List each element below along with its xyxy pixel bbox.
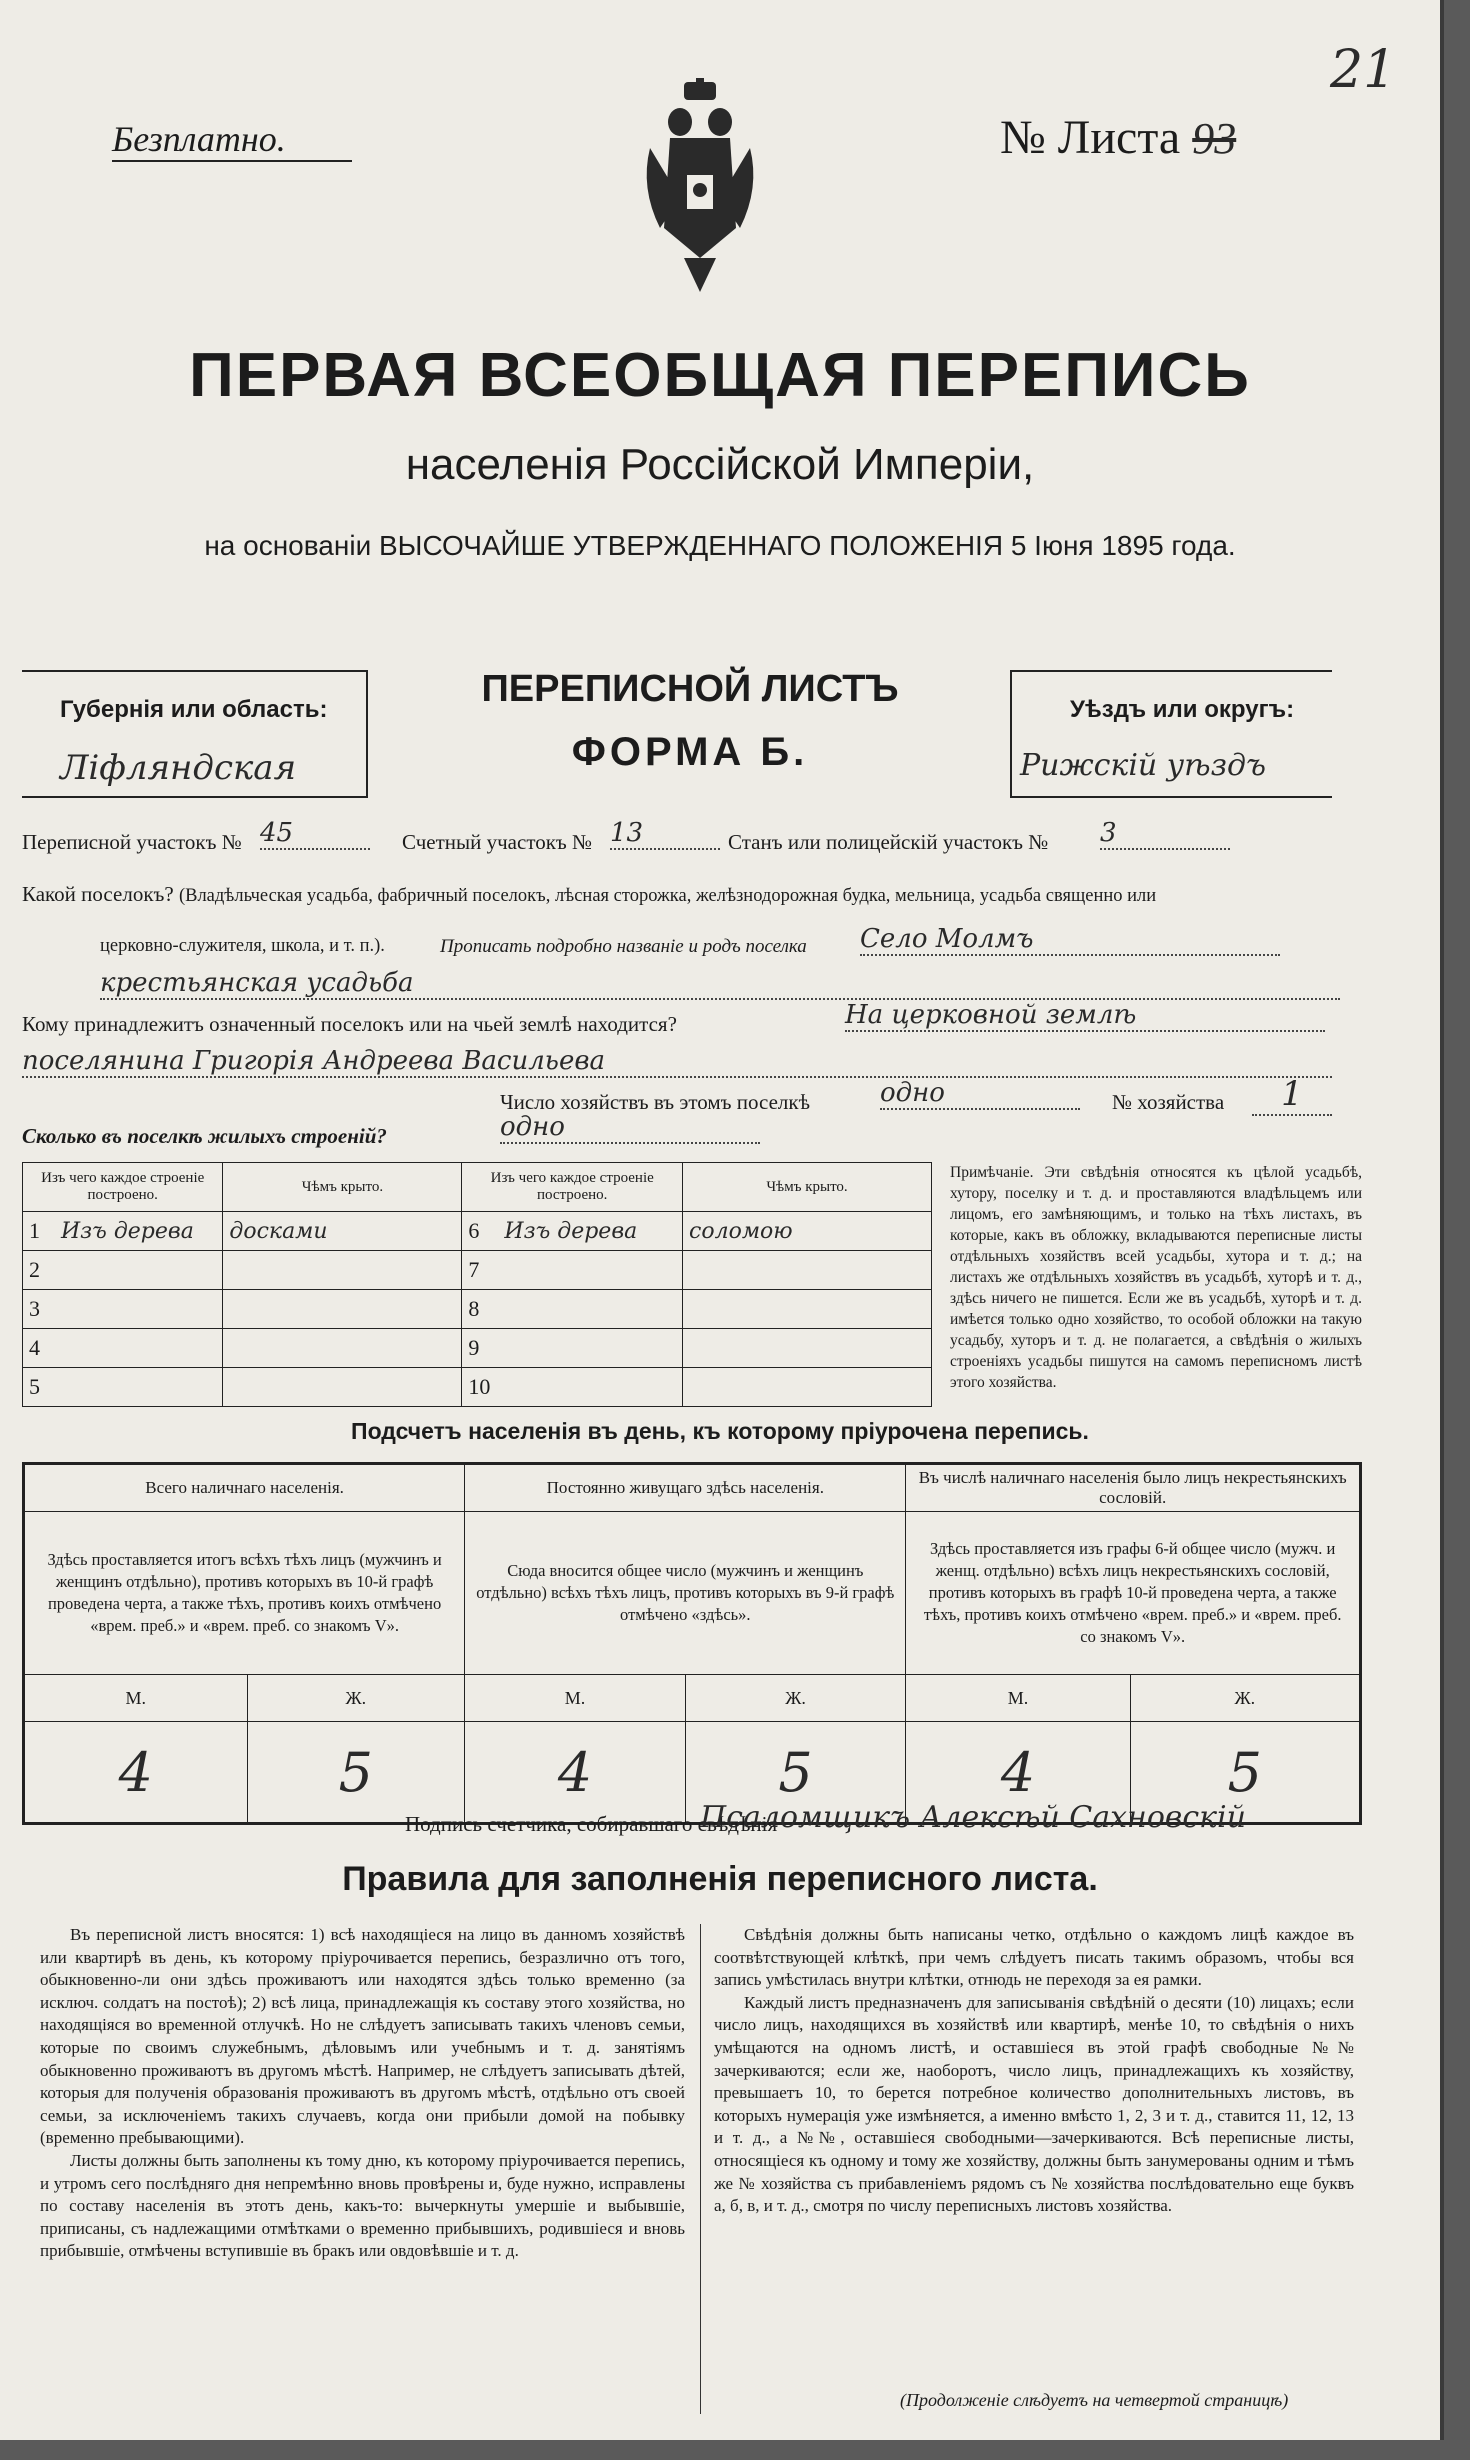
guberniya-value[interactable]: Ліфляндская [60, 748, 297, 788]
rules-left-column [40, 1924, 685, 2263]
population-table [22, 1462, 1362, 1825]
female-label: Ж. [685, 1675, 906, 1722]
census-title: ПЕРВАЯ ВСЕОБЩАЯ ПЕРЕПИСЬ [189, 341, 1251, 410]
row-number: 9 [462, 1329, 499, 1368]
table-row [23, 1290, 932, 1329]
rules-paragraph: Листы должны быть заполнены къ тому дню, къ которому пріурочивается перепись, и утромъ сего послѣдняго дня непремѣнно вновь провѣрены и, буде нужно, исправлены по составу населенія въ этотъ день, какъ-то: вычеркнуты умершіе и выбывшіе, приписаны, съ надлежащими отмѣтками о временно прибывшихъ, родившіеся и вновь прибывшіе, отмѣчены вступившіе въ бракъ или овдовѣвшіе и т. д. [40, 2150, 685, 2261]
signature-value[interactable]: Псаломщикъ Алексѣй Сахновскій [700, 1800, 1246, 1835]
poselok-value-2[interactable]: крестьянская усадьба [100, 968, 1340, 1000]
female-label: Ж. [1130, 1675, 1360, 1722]
household-no-label: № хозяйства [1112, 1090, 1225, 1114]
buildings-table-header [23, 1163, 932, 1212]
material-header-right: Изъ чего каждое строеніе построено. [462, 1163, 683, 1212]
schetny-value[interactable]: 13 [610, 818, 720, 850]
row-number: 7 [462, 1251, 499, 1290]
roof-cell[interactable] [223, 1329, 462, 1368]
uezd-label: Уѣздъ или округъ: [1070, 696, 1295, 723]
present-female-value[interactable]: 5 [247, 1722, 465, 1824]
row-number: 8 [462, 1290, 499, 1329]
owner-value-2[interactable]: поселянина Григорія Андреева Васильева [22, 1046, 1332, 1078]
sheet-number [1000, 110, 1236, 165]
households-value[interactable]: одно [880, 1078, 1080, 1110]
sheet-number-label: № Листа [1000, 111, 1181, 164]
material-cell[interactable] [498, 1329, 682, 1368]
present-population-header: Всего наличнаго населенія. [24, 1464, 465, 1512]
material-cell[interactable] [55, 1329, 223, 1368]
roof-cell[interactable]: соломою [683, 1212, 932, 1251]
poselok-hint2: церковно-служителя, школа, и т. п.). [100, 936, 385, 956]
non-peasant-desc: Здѣсь проставляется изъ графы 6-й общее число (мужч. и женщ. отдѣльно) всѣхъ лицъ некрестьянскихъ сословій, противъ которыхъ въ графѣ 10-й проведена черта, а также тѣхъ, противъ коихъ отмѣчено «врем. преб.» и «врем. преб. со знакомъ V». [906, 1512, 1361, 1675]
buildings-label: Сколько въ поселкѣ жилыхъ строеній? [22, 1124, 387, 1148]
roof-cell[interactable] [683, 1290, 932, 1329]
material-cell[interactable] [498, 1290, 682, 1329]
resident-population-header: Постоянно живущаго здѣсь населенія. [465, 1464, 906, 1512]
present-male-value[interactable]: 4 [24, 1722, 248, 1824]
rules-right-column [714, 1924, 1354, 2218]
owner-value-1[interactable]: На церковной землѣ [845, 1000, 1325, 1032]
continuation-note: (Продолженіе слѣдуетъ на четвертой страницѣ) [900, 2390, 1289, 2410]
female-label: Ж. [247, 1675, 465, 1722]
material-cell[interactable] [498, 1368, 682, 1407]
table-row [23, 1368, 932, 1407]
poselok-instruction: Прописать подробно названіе и родъ поселка [440, 936, 807, 957]
column-divider [700, 1924, 701, 2414]
poselok-hint: (Владѣльческая усадьба, фабричный поселокъ, лѣсная сторожка, желѣзнодорожная будка, мельница, усадьба священно или [178, 886, 1157, 906]
poselok-value-1[interactable]: Село Молмъ [860, 924, 1280, 956]
page-number: 21 [1330, 40, 1397, 100]
male-label: М. [24, 1675, 248, 1722]
non-peasant-header: Въ числѣ наличнаго населенія было лицъ некрестьянскихъ сословій. [906, 1464, 1361, 1512]
roof-cell[interactable] [683, 1251, 932, 1290]
table-row [23, 1329, 932, 1368]
free-underline [112, 160, 352, 162]
resident-male-value[interactable]: 4 [465, 1722, 686, 1824]
row-number: 2 [23, 1251, 56, 1290]
roof-cell[interactable] [223, 1251, 462, 1290]
rules-title: Правила для заполненія переписного листа. [342, 1860, 1098, 1898]
male-label: М. [906, 1675, 1130, 1722]
roof-cell[interactable] [683, 1329, 932, 1368]
material-cell[interactable] [498, 1251, 682, 1290]
owner-label: Кому принадлежитъ означенный поселокъ или на чьей землѣ находится? [22, 1012, 677, 1036]
row-number: 10 [462, 1368, 499, 1407]
rules-paragraph: Каждый листъ предназначенъ для записыванія свѣдѣній о десяти (10) лицахъ; если число лицъ, находящихся въ хозяйствѣ или квартирѣ, менѣе 10, то свѣдѣнія о нихъ умѣщаются на одномъ листѣ, и оставшіеся въ этой графѣ свободные №№ зачеркиваются; если же, наоборотъ, число лицъ, принадлежащихъ къ хозяйству, превышаетъ 10, то берется потребное количество дополнительныхъ листовъ, въ которыхъ нумерація уже измѣняется, а именно вмѣсто 1, 2, 3 и т. д., ставится 11, 12, 13 и т. д., а №№, оставшіеся свободными—зачеркиваются. Всѣ переписные листы, относящіеся къ одному и тому же хозяйству, должны быть занумерованы одним и тѣмъ же № хозяйства съ прибавленіемъ рядомъ съ № хозяйства послѣдовательно еще буквъ а, б, в, и т. д., смотря по числу переписныхъ листовъ хозяйства. [714, 1992, 1354, 2216]
form-subtitle: ФОРМА Б. [571, 730, 809, 774]
resident-population-desc: Сюда вносится общее число (мужчинъ и женщинъ отдѣльно) всѣхъ тѣхъ лицъ, противъ которыхъ въ 9-й графѣ отмѣчено «здѣсь». [465, 1512, 906, 1675]
perepisnoy-label: Переписной участокъ № [22, 830, 242, 854]
census-subtitle: населенія Россійской Имперіи, [405, 440, 1035, 489]
material-cell[interactable] [55, 1368, 223, 1407]
row-number: 5 [23, 1368, 56, 1407]
population-desc-row [24, 1512, 1361, 1675]
table-row [23, 1251, 932, 1290]
material-header-left: Изъ чего каждое строеніе построено. [23, 1163, 223, 1212]
form-title: ПЕРЕПИСНОЙ ЛИСТЪ [481, 668, 899, 710]
perepisnoy-value[interactable]: 45 [260, 818, 370, 850]
male-label: М. [465, 1675, 686, 1722]
buildings-table [22, 1162, 932, 1407]
household-no-value[interactable]: 1 [1252, 1074, 1332, 1116]
rules-paragraph: Въ переписной листъ вносятся: 1) всѣ находящіеся на лицо въ данномъ хозяйствѣ или квартирѣ въ день, къ которому пріурочивается перепись, безразлично отъ того, обыкновенно-ли они здѣсь проживаютъ или находятся здѣсь только временно (за исключ. солдатъ на постоѣ); 2) всѣ лица, принадлежащія къ составу этого хозяйства, но находящіяся во временной отлучкѣ. Но не слѣдуетъ записывать такихъ членовъ семьи, которые по своимъ служебнымъ, дѣловымъ или учебнымъ и т. д. занятіямъ обыкновенно проживаютъ въ другомъ мѣстѣ. Например, не слѣдуетъ записывать дѣтей, которыя для полученія образованія проживаютъ въ другомъ мѣстѣ, отдѣльно отъ своей семьи, за исключеніемъ такихъ случаевъ, когда они прибыли домой на побывку (временно пребывающими). [40, 1925, 685, 2148]
material-cell[interactable]: Изъ дерева [55, 1212, 223, 1251]
buildings-note: Примѣчаніе. Эти свѣдѣнія относятся къ цѣлой усадьбѣ, хутору, поселку и т. д. и проставляются владѣльцемъ или лицомъ, его замѣняющимъ, и только на тѣхъ листахъ, въ которые, какъ въ обложку, вкладываются переписные листы отдѣльныхъ хозяйствъ всей усадьбы, хутора и т. д.; на листахъ же отдѣльныхъ хозяйствъ въ усадьбѣ, хуторѣ и т. д., здѣсь ничего не пишется. Если же въ усадьбѣ, хуторѣ и т. д. имѣется только одно хозяйство, то особой обложки на такую усадьбу, хуторъ и т. д. не полагается, а свѣдѣнія о жилыхъ строеніяхъ усадьбы пишутся на самомъ переписномъ листѣ этого хозяйства. [950, 1164, 1362, 1391]
resident-female-value[interactable]: 5 [685, 1722, 906, 1824]
census-basis: на основаніи ВЫСОЧАЙШЕ УТВЕРЖДЕННАГО ПОЛОЖЕНІЯ 5 Іюня 1895 года. [204, 530, 1236, 561]
double-headed-eagle-emblem [640, 78, 760, 298]
stan-label: Станъ или полицейскій участокъ № [728, 830, 1049, 854]
free-label: Безплатно. [112, 119, 286, 159]
roof-cell[interactable] [223, 1290, 462, 1329]
guberniya-label: Губернія или область: [60, 696, 328, 723]
poselok-label: Какой поселокъ? [22, 882, 174, 906]
uezd-value[interactable]: Рижскій уѣздъ [1020, 748, 1267, 783]
buildings-value[interactable]: одно [500, 1112, 760, 1144]
roof-header-left: Чѣмъ крыто. [223, 1163, 462, 1212]
non-peasant-female-value[interactable]: 5 [1130, 1722, 1360, 1824]
row-number: 6 [462, 1212, 499, 1251]
material-cell[interactable]: Изъ дерева [498, 1212, 682, 1251]
households-label: Число хозяйствъ въ этомъ поселкѣ [500, 1090, 810, 1114]
table-row [23, 1212, 932, 1251]
population-title: Подсчетъ населенія въ день, къ которому пріурочена перепись. [351, 1418, 1089, 1444]
poselok-line [22, 882, 1372, 907]
roof-header-right: Чѣмъ крыто. [683, 1163, 932, 1212]
non-peasant-male-value[interactable]: 4 [906, 1722, 1130, 1824]
roof-cell[interactable] [223, 1368, 462, 1407]
sheet-number-value: 93 [1192, 114, 1237, 163]
schetny-label: Счетный участокъ № [402, 830, 593, 854]
stan-value[interactable]: 3 [1100, 818, 1230, 850]
population-mf-row [24, 1675, 1361, 1722]
present-population-desc: Здѣсь проставляется итогъ всѣхъ тѣхъ лицъ (мужчинъ и женщинъ отдѣльно), противъ которыхъ въ 10-й графѣ проведена черта, а также тѣхъ, противъ коихъ отмѣчено «врем. преб.» и «врем. преб. со знакомъ V». [24, 1512, 465, 1675]
material-cell[interactable] [55, 1290, 223, 1329]
roof-cell[interactable] [683, 1368, 932, 1407]
row-number: 3 [23, 1290, 56, 1329]
population-head-row [24, 1464, 1361, 1512]
row-number: 4 [23, 1329, 56, 1368]
signature-label: Подпись счетчика, собиравшаго свѣдѣнія [405, 1812, 778, 1836]
material-cell[interactable] [55, 1251, 223, 1290]
row-number: 1 [23, 1212, 56, 1251]
rules-paragraph: Свѣдѣнія должны быть написаны четко, отдѣльно о каждомъ лицѣ каждое въ соотвѣтствующей клѣткѣ, при чемъ слѣдуетъ писать такимъ образомъ, чтобы вся запись умѣстилась внутри клѣтки, отнюдь не переходя за ея рамки. [714, 1925, 1354, 1990]
roof-cell[interactable]: досками [223, 1212, 462, 1251]
